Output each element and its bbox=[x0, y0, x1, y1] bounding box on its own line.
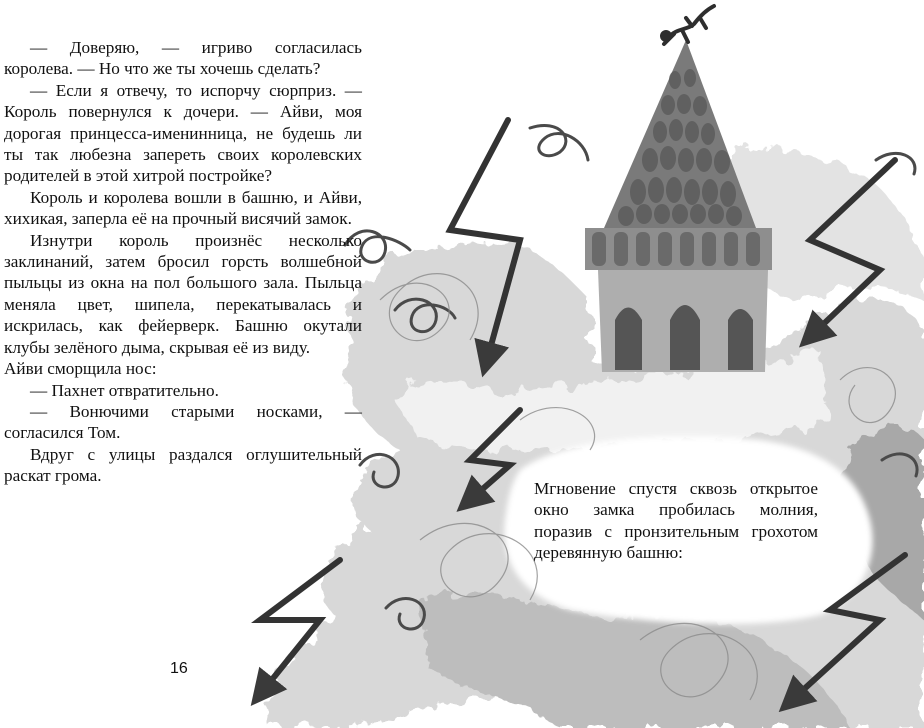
paragraph: Король и королева вошли в башню, и Айви, хихикая, заперла её на прочный висячий замок. bbox=[4, 187, 362, 229]
tower-icon bbox=[585, 40, 772, 372]
paragraph: — Пахнет отвратительно. bbox=[30, 380, 219, 400]
paragraph: — Вонючими старыми носками, — согласился Том. bbox=[4, 401, 362, 443]
paragraph: Изнутри король произнёс несколько заклинаний, затем бросил горсть волшебной пыльцы из окна на пол большого зала. Пыльца меняла цвет, шипела, перекатывалась и искрилась, как фейерверк. Башню окутали клубы зелёного дыма, скрывая её из виду. bbox=[4, 230, 362, 357]
paragraph: — Если я отвечу, то испорчу сюрприз. — Король повернулся к дочери. — Айви, моя дорогая принцесса-именинница, не будешь ли ты так любезна запереть своих королевских родителей в этой хитрой постройке? bbox=[4, 80, 362, 186]
lizard-icon bbox=[662, 6, 714, 44]
paragraph: Айви сморщила нос: bbox=[4, 359, 157, 379]
paragraph: Вдруг с улицы раздался оглушительный раскат грома. bbox=[4, 444, 362, 486]
right-text-column bbox=[534, 478, 818, 564]
paragraph: — Доверяю, — игриво согласилась королева. — Но что же ты хочешь сделать? bbox=[4, 38, 362, 79]
left-text-column bbox=[4, 37, 362, 487]
page-number: 16 bbox=[170, 660, 188, 677]
paragraph: Мгновение спустя сквозь открытое окно замка пробилась молния, поразив с пронзительным грохотом деревянную башню: bbox=[534, 479, 818, 563]
